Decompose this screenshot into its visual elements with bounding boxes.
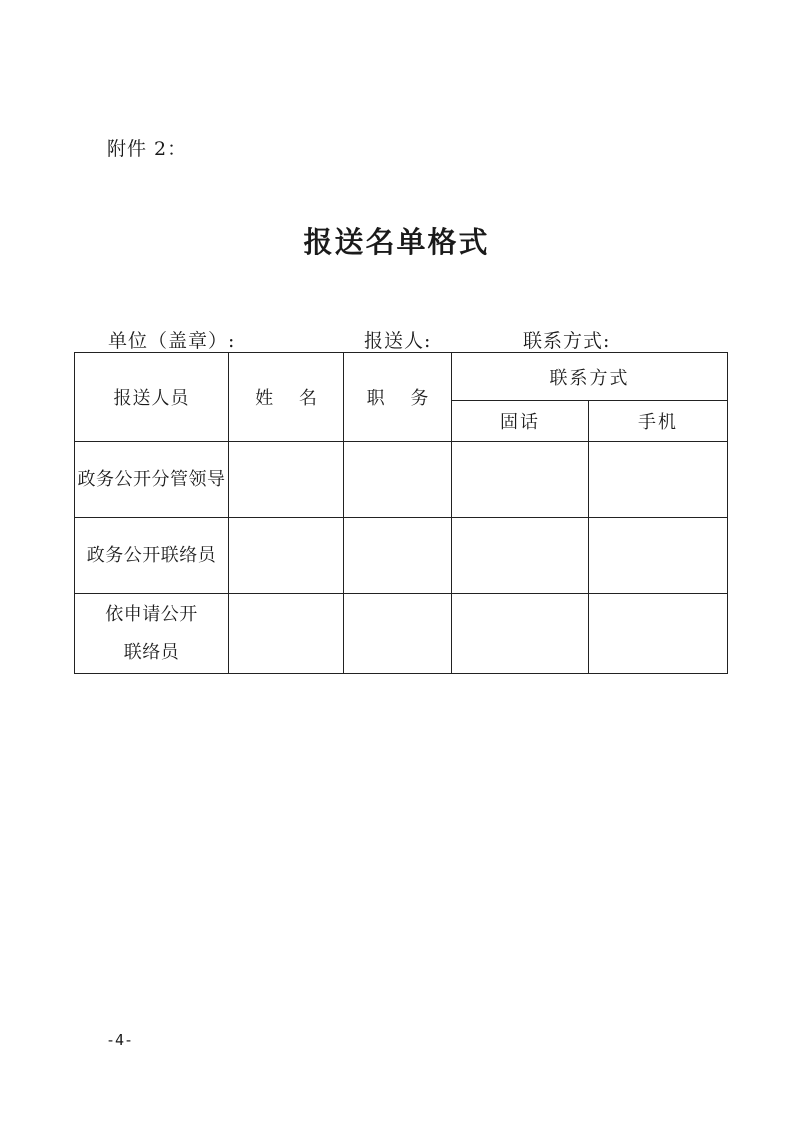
- position-cell: [344, 442, 452, 518]
- name-cell: [229, 594, 344, 674]
- document-title: 报送名单格式: [303, 225, 490, 259]
- row-label: [75, 518, 229, 594]
- name-cell: [229, 518, 344, 594]
- roster-table: [74, 352, 728, 674]
- submitter-field-label: 报送人:: [364, 330, 432, 352]
- mobile-cell: [589, 442, 728, 518]
- position-cell: [344, 594, 452, 674]
- header-name-text: 姓 名: [255, 388, 327, 409]
- landline-cell: [452, 594, 589, 674]
- row-label: [75, 442, 229, 518]
- header-personnel-text: 报送人员: [113, 388, 190, 409]
- position-cell: [344, 518, 452, 594]
- header-position-text: 职 务: [366, 388, 439, 409]
- unit-field-label: 单位（盖章）:: [108, 330, 236, 352]
- header-landline: [452, 401, 589, 442]
- attachment-label: 附件 2：: [107, 138, 188, 160]
- page-number: -4-: [106, 1031, 134, 1049]
- header-position: [344, 353, 452, 442]
- header-landline-text: 固话: [500, 412, 540, 433]
- landline-cell: [452, 442, 589, 518]
- header-mobile: [589, 401, 728, 442]
- contact-field-label: 联系方式:: [523, 330, 611, 352]
- table-row: [75, 442, 728, 518]
- header-personnel: [75, 353, 229, 442]
- mobile-cell: [589, 594, 728, 674]
- landline-cell: [452, 518, 589, 594]
- table-row: [75, 518, 728, 594]
- name-cell: [229, 442, 344, 518]
- row-label-line: 政务公开联络员: [86, 544, 217, 566]
- header-contact-text: 联系方式: [549, 367, 630, 389]
- mobile-cell: [589, 518, 728, 594]
- row-label-line: 联络员: [123, 641, 180, 663]
- header-name: [229, 353, 344, 442]
- row-label-line: 政务公开分管领导: [77, 468, 226, 490]
- header-mobile-text: 手机: [638, 412, 678, 433]
- table-row: [75, 594, 728, 674]
- header-contact: [452, 353, 728, 401]
- row-label-line: 依申请公开: [105, 603, 198, 625]
- row-label: [75, 594, 229, 674]
